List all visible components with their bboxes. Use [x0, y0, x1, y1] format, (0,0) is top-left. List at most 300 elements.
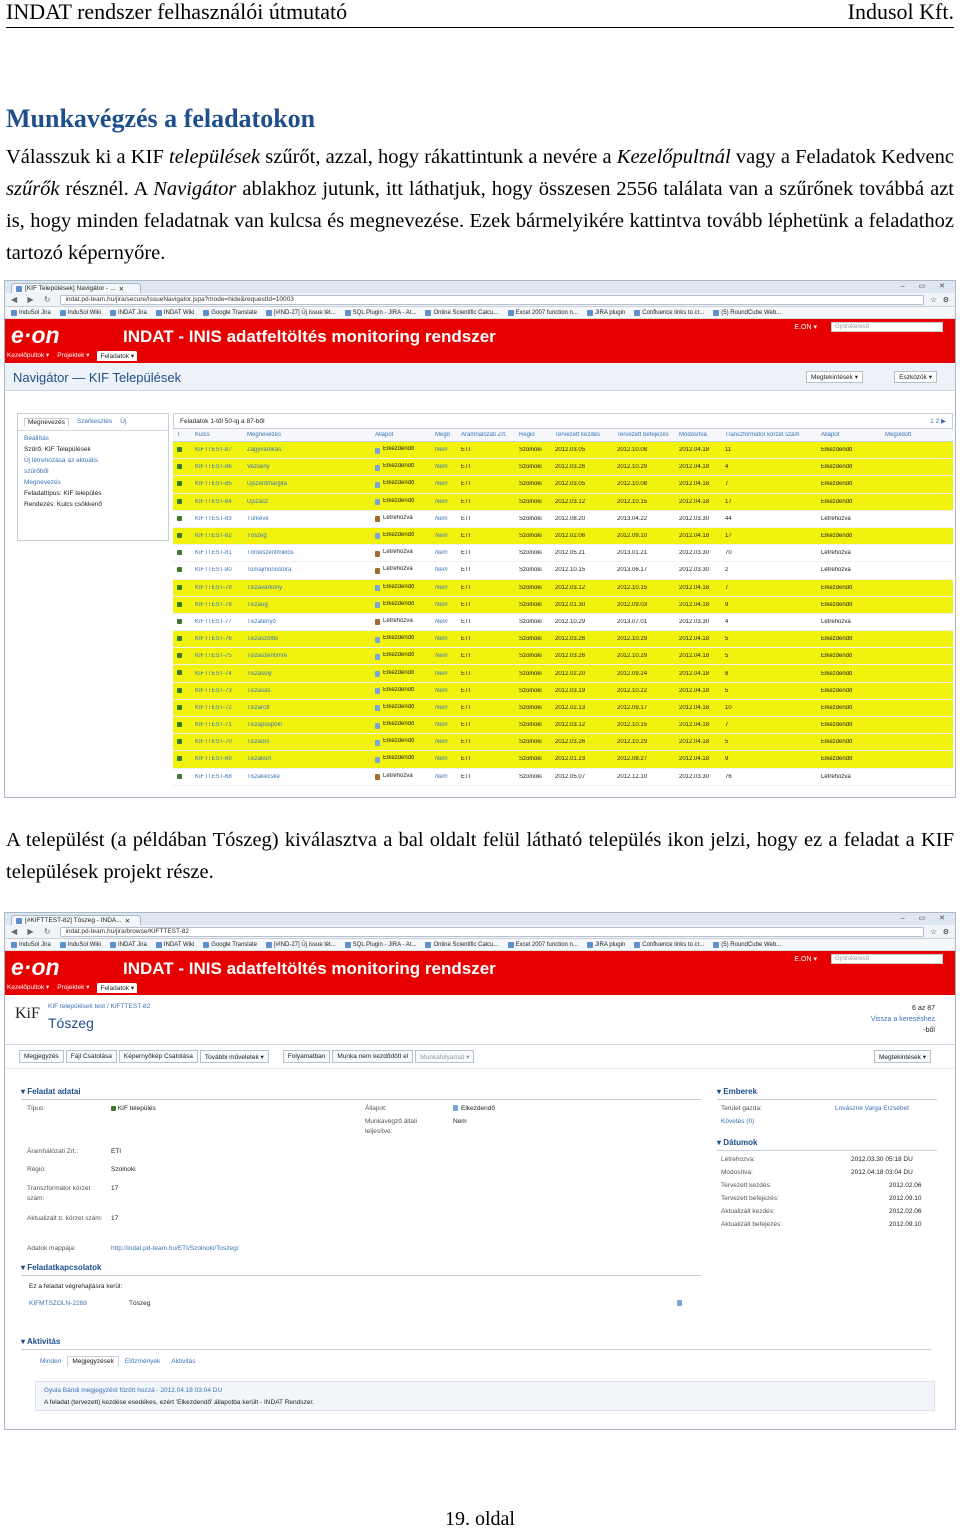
folder-link[interactable]: http://indat.pd-team.hu/ETI/Szolnoki/Toszeg/: [111, 1245, 239, 1252]
type-icon: [173, 756, 195, 762]
bookmark[interactable]: JIRA plugin: [587, 942, 625, 948]
settlement-icon: [111, 1106, 116, 1111]
star-icon[interactable]: ☆: [930, 296, 937, 304]
issue-planned-start: 2012.03.12: [555, 498, 586, 505]
col-planned-start[interactable]: Tervezett kezdés: [555, 432, 601, 438]
issue-updated: 2012.04.18: [679, 447, 710, 454]
issue-zrt: ETI: [461, 704, 471, 711]
menu-issues[interactable]: Feladatok ▾: [97, 351, 137, 361]
table-row[interactable]: [173, 614, 953, 631]
issue-transformer: 4: [725, 618, 729, 625]
comment-button[interactable]: Megjegyzés: [19, 1050, 64, 1063]
col-planned-end[interactable]: Tervezett befejezés: [617, 432, 669, 438]
owner-label: Terület gazda:: [721, 1105, 762, 1112]
issue-planned-start: 2012.02.13: [555, 704, 586, 711]
issue-done: Nem: [435, 515, 448, 522]
tab-comments[interactable]: Megjegyzések: [67, 1356, 119, 1367]
type-icon: [173, 533, 195, 539]
views-button[interactable]: Megtekintések ▾: [874, 1050, 931, 1063]
tab-edit[interactable]: Szerkesztés: [76, 418, 113, 425]
issue-done: Nem: [435, 687, 448, 694]
tab-all[interactable]: Minden: [40, 1358, 62, 1365]
results-grid: [173, 413, 953, 786]
issue-planned-end: 2012.10.29: [617, 636, 648, 643]
result-count: Feladatok 1-től 50-ig a 87-ből: [180, 417, 265, 425]
eon-logo: e·on: [11, 322, 60, 348]
second-paragraph: A települést (a példában Tószeg) kiválasztva a bal oldalt felül látható település ikon jelzi, hogy ez a feladat a KIF települések projekt része.: [6, 829, 954, 883]
issue-status: Létrehozva: [375, 618, 435, 626]
type-icon: [173, 619, 195, 625]
tab-activity[interactable]: Aktivitás: [171, 1358, 196, 1365]
issue-updated: 2012.04.18: [679, 756, 710, 763]
worker-done-value: Nem: [453, 1118, 467, 1125]
transformer-value: 17: [111, 1185, 119, 1192]
bookmark[interactable]: [#IND-27] Új issue lét...: [266, 942, 336, 948]
issue-transformer: 76: [725, 773, 732, 780]
issue-updated: 2012.04.18: [679, 704, 710, 711]
quick-search-input[interactable]: Gyorskereső: [831, 954, 943, 964]
issue-zrt: ETI: [461, 515, 471, 522]
bookmark[interactable]: Excel 2007 function n...: [508, 942, 578, 948]
summary-link[interactable]: Megnevezés: [24, 479, 61, 486]
issue-summary[interactable]: Zagyvarékas: [247, 447, 282, 454]
issue-state: Elkezdendő: [821, 636, 853, 643]
col-done[interactable]: Mego: [435, 432, 451, 438]
project-logo: KiF: [15, 1005, 40, 1022]
issue-state: Létrehozva: [821, 567, 851, 574]
region-label: Régió:: [27, 1166, 46, 1173]
bookmark[interactable]: Excel 2007 function n...: [508, 310, 578, 316]
issue-state: Elkezdendő: [821, 464, 853, 471]
issue-region: Szolnoki: [519, 550, 542, 557]
issue-screenshot: [4, 912, 956, 1430]
col-zrt[interactable]: Áramhálózati Zrt.: [461, 432, 507, 438]
actual-transformer-value: 17: [111, 1215, 119, 1222]
region-value: Szolnoki: [111, 1166, 136, 1173]
issue-planned-end: 2013.04.22: [617, 515, 648, 522]
app-header: [5, 319, 955, 363]
table-row[interactable]: [173, 511, 953, 528]
type-icon: [173, 447, 195, 453]
issue-region: Szolnoki: [519, 447, 542, 454]
issue-summary[interactable]: Tiszaszőlős: [247, 636, 279, 643]
workflow-button[interactable]: Munkafolyamat ▾: [415, 1050, 474, 1063]
back-forward-icon[interactable]: ◀ ▶ ↻: [11, 927, 55, 936]
issue-transformer: 5: [725, 739, 729, 746]
issue-updated: 2012.04.18: [679, 464, 710, 471]
issue-zrt: ETI: [461, 447, 471, 454]
issue-planned-start: 2012.03.12: [555, 722, 586, 729]
issue-updated: 2012.03.30: [679, 515, 710, 522]
settings-link[interactable]: Beállítás: [24, 435, 49, 442]
bookmark[interactable]: INDAT Jira: [110, 942, 147, 948]
issue-key[interactable]: KIFTTEST-68: [195, 773, 232, 780]
table-row[interactable]: [173, 528, 953, 545]
issue-state: Létrehozva: [821, 773, 851, 780]
bookmark[interactable]: [#IND-27] Új issue lét...: [266, 310, 336, 316]
actual-start-label: Aktualizált kezdés:: [721, 1208, 775, 1215]
issue-zrt: ETI: [461, 722, 471, 729]
planned-end-label: Tervezett befejezés:: [721, 1195, 779, 1202]
type-value: KIF település: [111, 1104, 156, 1114]
issue-summary[interactable]: Törökszentmiklós: [247, 550, 294, 557]
issue-key[interactable]: KIFTTEST-87: [195, 447, 232, 454]
issue-done: Nem: [435, 756, 448, 763]
people-section[interactable]: ▾ Emberek: [717, 1087, 758, 1096]
more-actions-button[interactable]: További műveletek ▾: [200, 1050, 269, 1063]
issue-planned-end: 2012.10.08: [617, 481, 648, 488]
menu-dashboards[interactable]: Kezelőpultok ▾: [7, 352, 50, 359]
issue-summary[interactable]: Vezseny: [247, 464, 270, 471]
not-started-button[interactable]: Munka nem kezdődött el: [332, 1050, 413, 1063]
issue-key[interactable]: KIFTTEST-73: [195, 687, 232, 694]
issue-key[interactable]: KIFTTEST-82: [195, 533, 232, 540]
issue-summary[interactable]: Újszász: [247, 498, 269, 505]
bookmark[interactable]: SQL Plugin - JIRA - At...: [345, 310, 417, 316]
bookmark[interactable]: SQL Plugin - JIRA - At...: [345, 942, 417, 948]
col-type[interactable]: T: [177, 432, 181, 438]
issue-planned-end: 2012.10.15: [617, 722, 648, 729]
linked-issue-key[interactable]: KIFMTSZOLN-2269: [29, 1300, 87, 1307]
issue-summary[interactable]: Tiszaug: [247, 601, 268, 608]
star-icon[interactable]: ☆: [930, 928, 937, 936]
issue-done: Nem: [435, 567, 448, 574]
issue-region: Szolnoki: [519, 567, 542, 574]
wrench-icon[interactable]: ⚙: [942, 296, 949, 304]
issue-summary[interactable]: Tiszaörs: [247, 739, 270, 746]
issue-summary[interactable]: Tiszavárkony: [247, 584, 283, 591]
issue-transformer: 44: [725, 515, 732, 522]
table-row[interactable]: [173, 683, 953, 700]
col-state[interactable]: Állapot: [821, 432, 840, 438]
status-label: Állapot:: [365, 1105, 387, 1112]
issue-key[interactable]: KIFTTEST-83: [195, 515, 232, 522]
wrench-icon[interactable]: ⚙: [942, 928, 949, 936]
issue-transformer: 9: [725, 756, 729, 763]
issue-key[interactable]: KIFTTEST-69: [195, 756, 232, 763]
col-resolved[interactable]: Megoldott: [885, 432, 912, 438]
browser-tab[interactable]: [KIF Települések] Navigátor - ... ✕: [11, 283, 141, 293]
bookmark[interactable]: (5) RoundCube Web...: [713, 942, 781, 948]
issue-status: Elkezdendő: [375, 532, 435, 540]
address-bar[interactable]: indat.pd-team.hu/jira/secure/IssueNavigator.jspa?mode=hide&requestId=10003: [60, 295, 924, 305]
issue-region: Szolnoki: [519, 687, 542, 694]
table-row[interactable]: [173, 442, 953, 459]
col-updated[interactable]: Módosítva: [679, 432, 707, 438]
owner-value[interactable]: Lovászné Varga Erzsébet: [835, 1105, 909, 1112]
issue-state: Elkezdendő: [821, 447, 853, 454]
issue-region: Szolnoki: [519, 670, 542, 677]
col-key[interactable]: Kulcs: [195, 432, 210, 438]
planned-start-value: 2012.02.06: [889, 1182, 922, 1189]
issue-status: Elkezdendő: [375, 652, 435, 660]
breadcrumb[interactable]: KIF települések test / KIFTTEST-82: [48, 1003, 151, 1010]
address-bar[interactable]: indat.pd-team.hu/jira/browse/KIFTTEST-82: [60, 927, 924, 937]
issue-key[interactable]: KIFTTEST-77: [195, 618, 232, 625]
issue-summary[interactable]: Tiszasas: [247, 687, 271, 694]
bookmark[interactable]: INDAT Wiki: [156, 310, 194, 316]
bookmark[interactable]: InduSol Jira: [11, 310, 51, 316]
issue-planned-end: 2012.12.10: [617, 773, 648, 780]
issue-transformer: 4: [725, 464, 729, 471]
window-controls[interactable]: – ▭ ✕: [900, 915, 951, 922]
issue-summary[interactable]: Tiszapüspöki: [247, 722, 282, 729]
issue-transformer: 5: [725, 653, 729, 660]
table-row[interactable]: [173, 769, 953, 786]
issue-key[interactable]: KIFTTEST-75: [195, 653, 232, 660]
issue-region: Szolnoki: [519, 636, 542, 643]
menu-dashboards[interactable]: Kezelőpultok ▾: [7, 984, 50, 991]
issue-key[interactable]: KIFTTEST-81: [195, 550, 232, 557]
issue-summary[interactable]: Tiszaszentimre: [247, 653, 288, 660]
tab-new[interactable]: Új: [120, 418, 127, 425]
tab-history[interactable]: Előzmények: [124, 1358, 161, 1365]
bookmark[interactable]: INDAT Jira: [110, 310, 147, 316]
planned-start-label: Tervezett kezdés:: [721, 1182, 772, 1189]
issue-planned-start: 2012.03.26: [555, 653, 586, 660]
issue-planned-start: 2012.10.15: [555, 567, 586, 574]
status-icon: [453, 1105, 458, 1111]
comment-block: [35, 1381, 935, 1411]
navigator-title: Navigátor — KIF Települések: [13, 370, 182, 385]
bookmark[interactable]: Online Scientific Calcu...: [425, 310, 498, 316]
bookmark[interactable]: JIRA plugin: [587, 310, 625, 316]
issue-key[interactable]: KIFTTEST-76: [195, 636, 232, 643]
filter-panel: [17, 413, 169, 541]
attach-file-button[interactable]: Fájl Csatolása: [66, 1050, 117, 1063]
zrt-value: ETI: [111, 1148, 122, 1155]
pagination[interactable]: 1 2 ▶: [930, 418, 946, 425]
issue-status: Létrehozva: [375, 549, 435, 557]
table-row[interactable]: [173, 751, 953, 768]
back-to-search-link[interactable]: Vissza a kereséshez: [870, 1016, 935, 1023]
issue-done: Nem: [435, 704, 448, 711]
bookmark[interactable]: Google Translate: [203, 310, 257, 316]
issue-planned-start: 2012.01.23: [555, 756, 586, 763]
issue-key[interactable]: KIFTTEST-84: [195, 498, 232, 505]
dates-section[interactable]: ▾ Dátumok: [717, 1138, 758, 1147]
issue-planned-end: 2012.09.17: [617, 704, 648, 711]
table-row[interactable]: [173, 700, 953, 717]
transformer-label: Transzformátor körzet szám:: [27, 1185, 91, 1202]
menu-projects[interactable]: Projektek ▾: [57, 352, 90, 359]
type-icon: [173, 705, 195, 711]
menu-projects[interactable]: Projektek ▾: [57, 984, 90, 991]
issue-key[interactable]: KIFTTEST-70: [195, 739, 232, 746]
col-status[interactable]: Állapot: [375, 432, 394, 438]
issue-updated: 2012.04.18: [679, 533, 710, 540]
issue-zrt: ETI: [461, 739, 471, 746]
issue-summary[interactable]: Tószeg: [247, 533, 267, 540]
table-row[interactable]: [173, 459, 953, 476]
issue-zrt: ETI: [461, 601, 471, 608]
user-menu[interactable]: E.ON ▾: [794, 324, 817, 331]
issue-status: Elkezdendő: [375, 704, 435, 712]
issue-state: Elkezdendő: [821, 498, 853, 505]
linked-status-icon: [677, 1299, 685, 1309]
issue-status: Elkezdendő: [375, 601, 435, 609]
issue-key[interactable]: KIFTTEST-85: [195, 481, 232, 488]
issue-zrt: ETI: [461, 481, 471, 488]
issue-done: Nem: [435, 773, 448, 780]
issue-summary[interactable]: Újszentmargita: [247, 481, 288, 488]
type-icon: [173, 481, 195, 487]
table-row[interactable]: [173, 580, 953, 597]
issue-done: Nem: [435, 636, 448, 643]
attach-screenshot-button[interactable]: Képernyőkép Csatolása: [119, 1050, 198, 1063]
issue-planned-end: 2012.10.15: [617, 498, 648, 505]
issue-done: Nem: [435, 722, 448, 729]
issue-status: Elkezdendő: [375, 446, 435, 454]
in-progress-button[interactable]: Folyamatban: [283, 1050, 331, 1063]
issue-key[interactable]: KIFTTEST-78: [195, 601, 232, 608]
bookmark[interactable]: Google Translate: [203, 942, 257, 948]
issue-zrt: ETI: [461, 464, 471, 471]
table-row[interactable]: [173, 597, 953, 614]
bookmark[interactable]: Confluence links to cr...: [634, 942, 704, 948]
pager-suffix: -ből: [923, 1027, 935, 1034]
issue-zrt: ETI: [461, 498, 471, 505]
issue-state: Elkezdendő: [821, 653, 853, 660]
bookmark[interactable]: INDAT Wiki: [156, 942, 194, 948]
issue-zrt: ETI: [461, 550, 471, 557]
issue-updated: 2012.03.30: [679, 567, 710, 574]
issue-key[interactable]: KIFTTEST-71: [195, 722, 232, 729]
issue-transformer: 9: [725, 601, 729, 608]
new-from-filter-link[interactable]: Új létrehozása az aktuális: [24, 457, 99, 464]
issue-updated: 2012.04.18: [679, 498, 710, 505]
updated-label: Módosítva:: [721, 1169, 753, 1176]
issue-zrt: ETI: [461, 533, 471, 540]
issue-done: Nem: [435, 533, 448, 540]
issue-planned-start: 2012.03.26: [555, 464, 586, 471]
menu-issues[interactable]: Feladatok ▾: [97, 983, 137, 993]
actual-start-value: 2012.02.06: [889, 1208, 922, 1215]
issue-summary[interactable]: Tomajmonostora: [247, 567, 292, 574]
table-row[interactable]: [173, 717, 953, 734]
table-row[interactable]: [173, 665, 953, 682]
table-row[interactable]: [173, 476, 953, 493]
table-row[interactable]: [173, 631, 953, 648]
issue-zrt: ETI: [461, 687, 471, 694]
quick-search-input[interactable]: Gyorskereső: [831, 322, 943, 332]
issue-zrt: ETI: [461, 653, 471, 660]
issue-updated: 2012.03.30: [679, 618, 710, 625]
col-region[interactable]: Régió: [519, 432, 535, 438]
issue-summary[interactable]: Tiszatenyő: [247, 618, 276, 625]
table-row[interactable]: [173, 545, 953, 562]
watch-link[interactable]: Követés (0): [721, 1118, 755, 1125]
issue-done: Nem: [435, 550, 448, 557]
issue-status: Létrehozva: [375, 515, 435, 523]
table-row[interactable]: [173, 562, 953, 579]
issue-summary[interactable]: Tiszakürt: [247, 756, 272, 763]
issue-planned-end: 2012.10.08: [617, 447, 648, 454]
col-summary[interactable]: Megnevezés: [247, 432, 282, 438]
issue-planned-start: 2012.10.29: [555, 618, 586, 625]
issue-region: Szolnoki: [519, 653, 542, 660]
tab-summary[interactable]: Megnevezés: [24, 418, 69, 426]
issue-region: Szolnoki: [519, 704, 542, 711]
issue-done: Nem: [435, 739, 448, 746]
bookmark[interactable]: InduSol Jira: [11, 942, 51, 948]
issue-region: Szolnoki: [519, 773, 542, 780]
issue-summary[interactable]: Tiszaroff: [247, 704, 270, 711]
tools-button[interactable]: Eszközök ▾: [894, 371, 937, 383]
issue-state: Létrehozva: [821, 550, 851, 557]
issue-title: Tószeg: [48, 1015, 94, 1031]
issue-key[interactable]: KIFTTEST-72: [195, 704, 232, 711]
bookmark[interactable]: (5) RoundCube Web...: [713, 310, 781, 316]
issue-summary[interactable]: Túrkeve: [247, 515, 269, 522]
window-controls[interactable]: – ▭ ✕: [900, 283, 951, 290]
issue-zrt: ETI: [461, 636, 471, 643]
issue-state: Elkezdendő: [821, 481, 853, 488]
table-row[interactable]: [173, 734, 953, 751]
new-from-filter-link-cont[interactable]: szűrőből: [24, 468, 49, 475]
activity-section[interactable]: ▾ Aktivitás: [21, 1337, 61, 1346]
filter-name: Szűrő: KIF Települések: [24, 446, 91, 453]
user-menu[interactable]: E.ON ▾: [794, 956, 817, 963]
details-section[interactable]: ▾ Feladat adatai: [21, 1087, 81, 1096]
issue-key[interactable]: KIFTTEST-86: [195, 464, 232, 471]
issue-region: Szolnoki: [519, 481, 542, 488]
issue-transformer: 7: [725, 722, 729, 729]
bookmark[interactable]: Online Scientific Calcu...: [425, 942, 498, 948]
views-button[interactable]: Megtekintések ▾: [806, 371, 863, 383]
issue-done: Nem: [435, 601, 448, 608]
table-row[interactable]: [173, 648, 953, 665]
bookmark[interactable]: InduSol Wiki: [60, 310, 101, 316]
issue-key[interactable]: KIFTTEST-74: [195, 670, 232, 677]
browser-tab[interactable]: [#KIFTTEST-82] Tószeg - INDA... ✕: [11, 915, 141, 925]
issue-done: Nem: [435, 618, 448, 625]
issue-zrt: ETI: [461, 567, 471, 574]
issue-key[interactable]: KIFTTEST-79: [195, 584, 232, 591]
bookmark[interactable]: Confluence links to cr...: [634, 310, 704, 316]
page-header: [6, 0, 954, 28]
issue-status: Létrehozva: [375, 773, 435, 781]
type-icon: [173, 499, 195, 505]
issue-transformer: 11: [725, 447, 732, 454]
issue-summary[interactable]: Tiszakécske: [247, 773, 280, 780]
bookmark[interactable]: InduSol Wiki: [60, 942, 101, 948]
issue-summary[interactable]: Tiszasüly: [247, 670, 272, 677]
issue-region: Szolnoki: [519, 722, 542, 729]
issue-key[interactable]: KIFTTEST-80: [195, 567, 232, 574]
issue-planned-start: 2012.03.05: [555, 447, 586, 454]
col-transformer[interactable]: Transzformátor körzet szám: [725, 432, 800, 438]
issue-planned-start: 2012.05.21: [555, 550, 586, 557]
back-forward-icon[interactable]: ◀ ▶ ↻: [11, 295, 55, 304]
issue-planned-end: 2012.10.29: [617, 464, 648, 471]
type-icon: [173, 567, 195, 573]
links-section[interactable]: ▾ Feladatkapcsolatok: [21, 1263, 102, 1272]
table-row[interactable]: [173, 494, 953, 511]
type-icon: [173, 464, 195, 470]
actual-end-value: 2012.09.10: [889, 1221, 922, 1228]
linked-issue-name: Tószeg: [129, 1300, 151, 1307]
actual-end-label: Aktualizált befejezés:: [721, 1221, 783, 1228]
issue-transformer: 7: [725, 584, 729, 591]
issue-status: Elkezdendő: [375, 635, 435, 643]
issue-status: Elkezdendő: [375, 738, 435, 746]
comment-header[interactable]: Gyula Bándi megjegyzést fűzött hozzá - 2012.04.18 03:04 DU: [44, 1387, 223, 1394]
issue-region: Szolnoki: [519, 498, 542, 505]
issue-planned-start: 2012.03.26: [555, 636, 586, 643]
issue-region: Szolnoki: [519, 601, 542, 608]
bookmarks-bar: [5, 307, 955, 319]
